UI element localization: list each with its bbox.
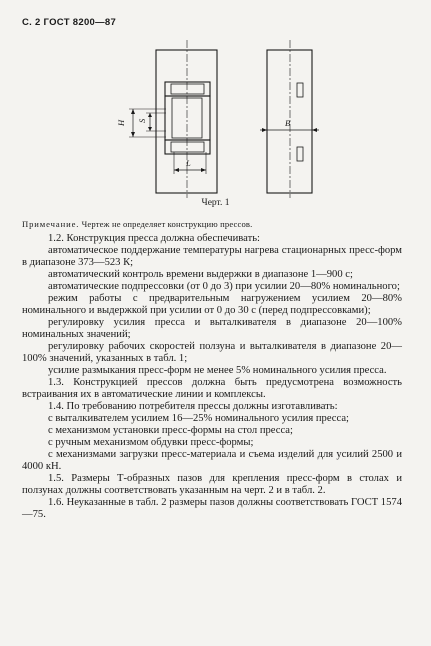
paragraph: режим работы с предварительным нагружением усилием 20—80% номинального и выдержкой при усилии от 0 до 30 с (перед подпрессовками); [22,293,402,316]
paragraph: регулировку рабочих скоростей ползуна и выталкивателя в диапазоне 20—100% значений, указанных в табл. 1; [22,341,402,364]
dim-label-s: S [137,118,147,123]
paragraph: с механизмами загрузки пресс-материала и съема изделий для усилий 2500 и 4000 кН. [22,449,402,472]
paragraph: автоматические подпрессовки (от 0 до 3) при усилии 20—80% номинального; [48,281,400,292]
paragraph: 1.4. По требованию потребителя прессы должны изготавливать: [48,401,338,412]
figure-caption: Черт. 1 [201,198,230,208]
paragraph: с ручным механизмом обдувки пресс-формы; [48,437,254,448]
press-drawing [0,0,431,215]
paragraph: с механизмом установки пресс-формы на стол пресса; [48,425,293,436]
paragraph: автоматический контроль времени выдержки в диапазоне 1—900 с; [48,269,353,280]
paragraph: 1.3. Конструкцией прессов должна быть предусмотрена возможность встраивания их в автоматические линии и комплексы. [22,377,402,400]
dim-label-l: L [186,158,191,168]
paragraph: усилие размыкания пресс-форм не менее 5% номинального усилия пресса. [48,365,387,376]
drawing-note [22,219,252,229]
page-header: С. 2 ГОСТ 8200—87 [22,17,117,28]
dim-label-b: В [285,118,291,128]
note-text: Чертеж не определяет конструкцию прессов. [81,219,253,229]
dim-label-h: Н [116,119,126,126]
body-text [22,233,402,521]
note-label: Примечание. [22,219,80,229]
paragraph: 1.6. Неуказанные в табл. 2 размеры пазов должны соответствовать ГОСТ 1574—75. [22,497,402,520]
paragraph: с выталкивателем усилием 16—25% номинального усилия пресса; [48,413,349,424]
paragraph: автоматическое поддержание температуры нагрева стационарных пресс-форм в диапазоне 373—523 К; [22,245,402,268]
paragraph: 1.2. Конструкция пресса должна обеспечивать: [48,233,260,244]
paragraph: 1.5. Размеры Т-образных пазов для крепления пресс-форм в столах и ползунах должны соответствовать указанным на черт. 2 и в табл. 2. [22,473,402,496]
paragraph: регулировку усилия пресса и выталкивателя в диапазоне 20—100% номинальных значений; [22,317,402,340]
